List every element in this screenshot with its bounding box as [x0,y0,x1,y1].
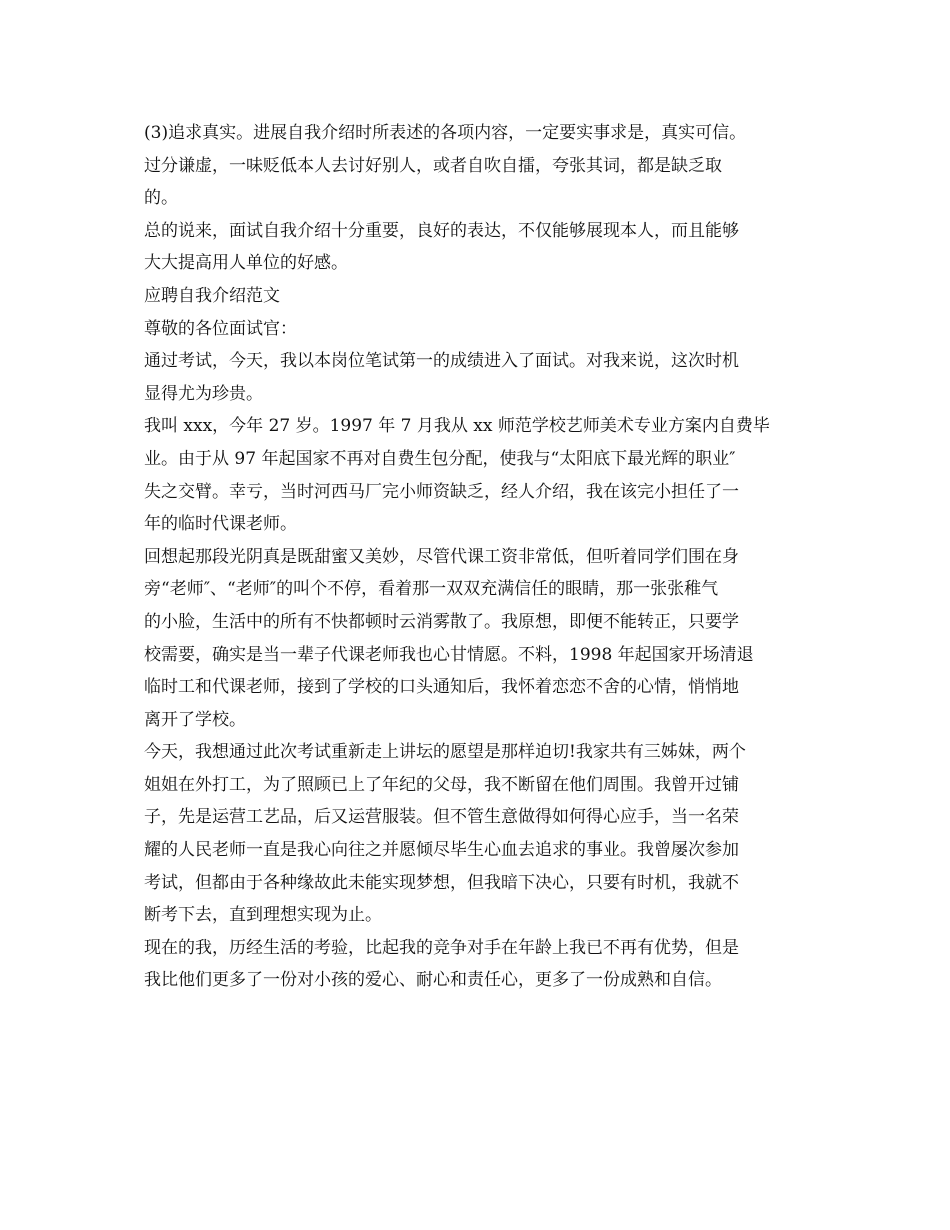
text-line: 大大提高用人单位的好感。 [144,253,348,274]
section-title [144,280,816,313]
salutation [144,313,816,346]
text-line: 校需要，确实是当一辈子代课老师我也心甘情愿。不料，1998 年起国家开场清退 [144,644,754,665]
text-line: 旁“老师″、“老师″的叫个不停，看着那一双双充满信任的眼睛，那一张张稚气 [144,579,719,600]
text-line: 失之交臂。幸亏，当时河西马厂完小师资缺乏，经人介绍，我在该完小担任了一 [144,481,739,502]
paragraph-aspiration [144,736,816,932]
text-line: 业。由于从 97 年起国家不再对自费生包分配，使我与“太阳底下最光辉的职业″ [144,448,736,469]
text-line: 考试，但都由于各种缘故此未能实现梦想，但我暗下决心，只要有时机，我就不 [144,872,739,893]
text-line: 尊敬的各位面试官： [144,318,297,339]
document-body [144,117,816,997]
text-line: 的。 [144,188,178,209]
paragraph-background [144,410,816,540]
paragraph-memories [144,541,816,737]
text-line: 断考下去，直到理想实现为止。 [144,905,382,926]
text-line: (3)追求真实。进展自我介绍时所表述的各项内容，一定要实事求是，真实可信。 [144,123,747,143]
paragraph-current-self [144,932,816,997]
text-line: 离开了学校。 [144,709,246,730]
text-line: 姐姐在外打工，为了照顾已上了年纪的父母，我不断留在他们周围。我曾开过铺 [144,774,739,795]
text-line: 临时工和代课老师，接到了学校的口头通知后，我怀着恋恋不舍的心情，悄悄地 [144,677,739,698]
text-line: 回想起那段光阴真是既甜蜜又美妙，尽管代课工资非常低，但听着同学们围在身 [144,546,739,567]
paragraph-intro [144,345,816,410]
text-line: 我比他们更多了一份对小孩的爱心、耐心和责任心，更多了一份成熟和自信。 [144,970,722,991]
paragraph-summary [144,215,816,280]
text-line: 现在的我，历经生活的考验，比起我的竞争对手在年龄上我已不再有优势，但是 [144,937,739,958]
text-line: 显得尤为珍贵。 [144,383,263,404]
text-line: 应聘自我介绍范文 [144,285,280,306]
text-line: 的小脸，生活中的所有不快都顿时云消雾散了。我原想，即便不能转正，只要学 [144,611,739,632]
text-line: 耀的人民老师一直是我心向往之并愿倾尽毕生心血去追求的事业。我曾屡次参加 [144,840,739,861]
text-line: 通过考试，今天，我以本岗位笔试第一的成绩进入了面试。对我来说，这次时机 [144,351,739,372]
text-line: 过分谦虚，一味贬低本人去讨好别人，或者自吹自擂，夸张其词，都是缺乏取 [144,155,722,176]
text-line: 我叫 xxx，今年 27 岁。1997 年 7 月我从 xx 师范学校艺师美术专业方案内自费毕 [144,416,770,437]
text-line: 今天，我想通过此次考试重新走上讲坛的愿望是那样迫切!我家共有三姊妹，两个 [144,742,746,763]
text-line: 年的临时代课老师。 [144,514,297,535]
paragraph-principle-authenticity [144,117,816,215]
text-line: 子，先是运营工艺品，后又运营服装。但不管生意做得如何得心应手，当一名荣 [144,807,739,828]
text-line: 总的说来，面试自我介绍十分重要，良好的表达，不仅能够展现本人，而且能够 [144,220,739,241]
